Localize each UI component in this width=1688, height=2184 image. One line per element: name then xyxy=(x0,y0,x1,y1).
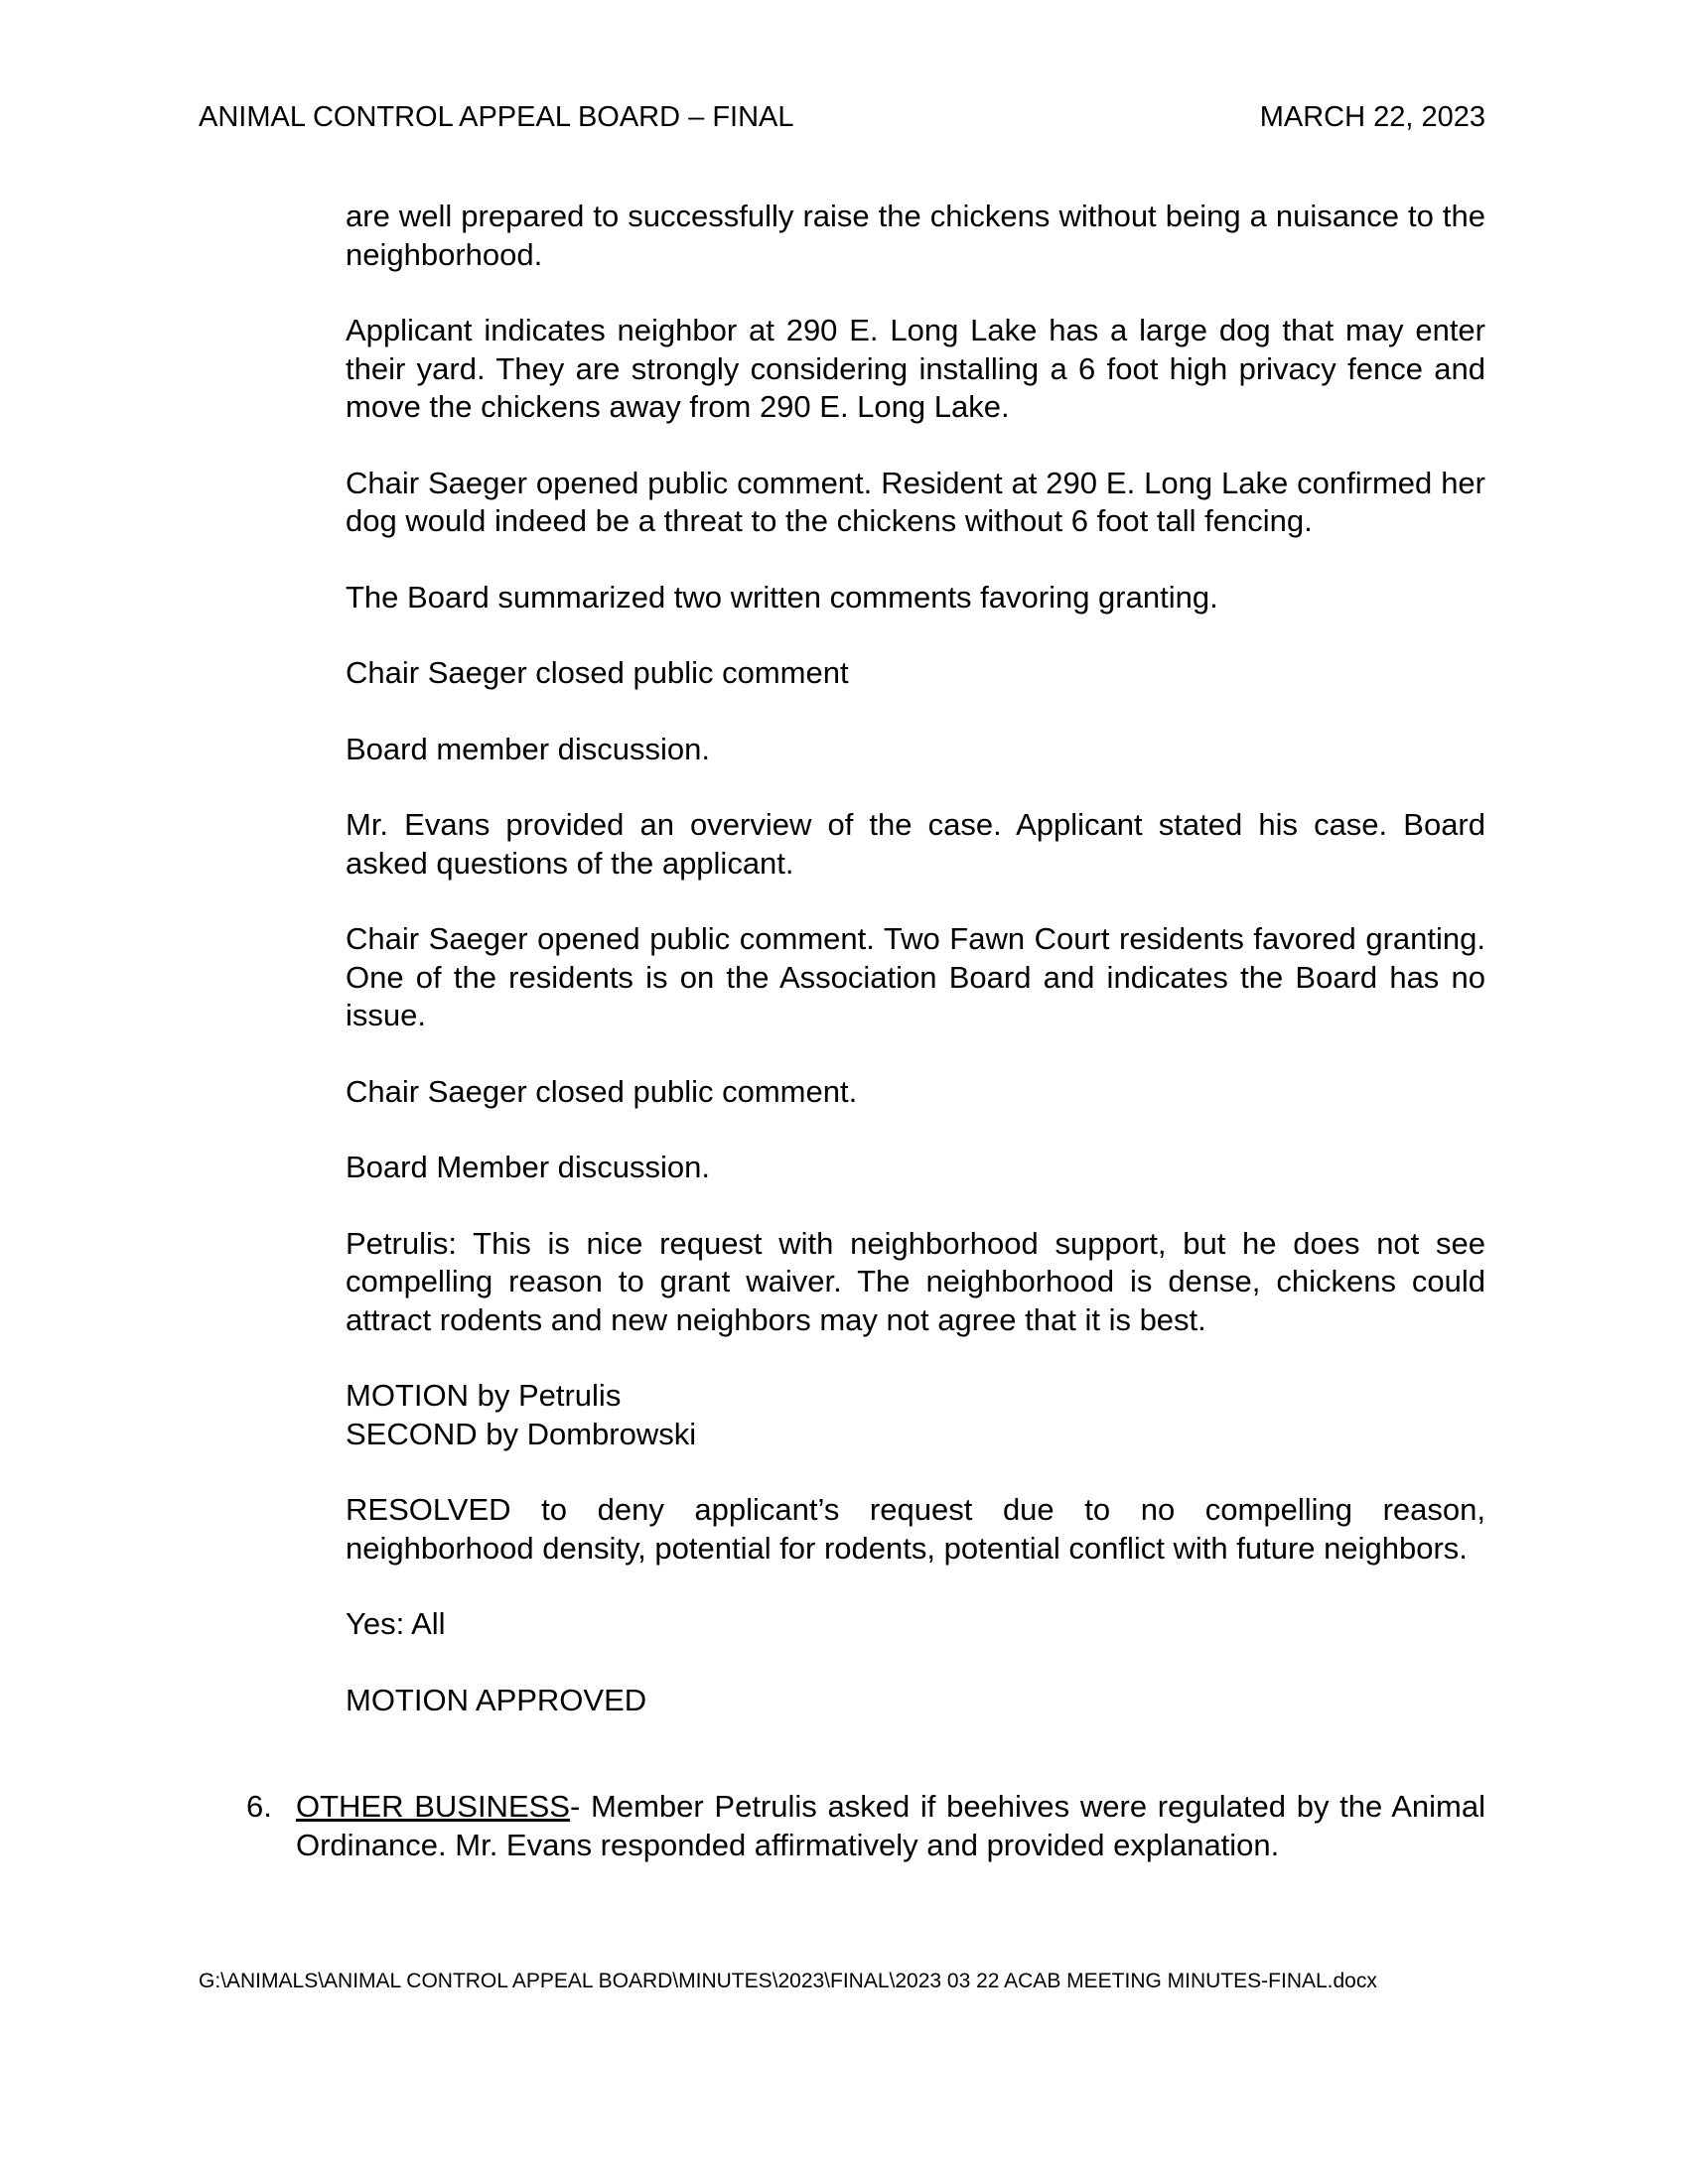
agenda-item-text: - Member Petrulis asked if beehives were regulated by the Animal Ordinance. Mr. Evans responded affirmatively and provided explanation. xyxy=(296,1789,1486,1862)
second-line: SECOND by Dombrowski xyxy=(346,1416,697,1451)
paragraph-public-comment-closed-2: Chair Saeger closed public comment. xyxy=(346,1073,858,1109)
motion-line: MOTION by Petrulis xyxy=(346,1378,622,1413)
paragraph-public-comment-opened-2: Chair Saeger opened public comment. Two Fawn Court residents favored granting. One of the residents is on the Association Board and indicates the Board has no issue. xyxy=(346,921,1485,1032)
paragraph-case-overview: Mr. Evans provided an overview of the case. Applicant stated his case. Board asked questions of the applicant. xyxy=(346,807,1485,881)
paragraph-board-discussion: Board member discussion. xyxy=(346,731,710,766)
file-path-footer: G:\ANIMALS\ANIMAL CONTROL APPEAL BOARD\MINUTES\2023\FINAL\2023 03 22 ACAB MEETING MINUTES-FINAL.docx xyxy=(199,1970,1377,1992)
agenda-item-number: 6. xyxy=(246,1789,272,1824)
motion-block xyxy=(346,1377,1485,1453)
minutes-body xyxy=(346,198,1485,1757)
header-date: MARCH 22, 2023 xyxy=(1259,101,1485,133)
paragraph-continuation: are well prepared to successfully raise the chickens without being a nuisance to the neighborhood. xyxy=(346,199,1485,272)
header-title: ANIMAL CONTROL APPEAL BOARD – FINAL xyxy=(199,101,794,133)
paragraph-public-comment-opened: Chair Saeger opened public comment. Resident at 290 E. Long Lake confirmed her dog would indeed be a threat to the chickens without 6 foot tall fencing. xyxy=(346,465,1485,538)
agenda-item-heading: OTHER BUSINESS xyxy=(296,1789,570,1824)
paragraph-written-comments: The Board summarized two written comments favoring granting. xyxy=(346,579,1218,614)
paragraph-public-comment-closed: Chair Saeger closed public comment xyxy=(346,655,849,690)
paragraph-petrulis-comment: Petrulis: This is nice request with neighborhood support, but he does not see compelling reason to grant waiver. The neighborhood is dense, chickens could attract rodents and new neighbors may not agree that it is best. xyxy=(346,1225,1485,1337)
paragraph-applicant-neighbor-dog: Applicant indicates neighbor at 290 E. Long Lake has a large dog that may enter their yard. They are strongly considering installing a 6 foot high privacy fence and move the chickens away from 290 E. Long Lake. xyxy=(346,313,1485,424)
agenda-item-body xyxy=(296,1788,1485,1864)
resolution-paragraph: RESOLVED to deny applicant’s request due to no compelling reason, neighborhood density, potential for rodents, potential conflict with future neighbors. xyxy=(346,1492,1485,1566)
agenda-item-other-business xyxy=(246,1788,1485,1864)
motion-result: MOTION APPROVED xyxy=(346,1682,647,1717)
paragraph-board-discussion-2: Board Member discussion. xyxy=(346,1150,710,1184)
vote-line: Yes: All xyxy=(346,1606,446,1641)
page-header xyxy=(199,99,1485,135)
